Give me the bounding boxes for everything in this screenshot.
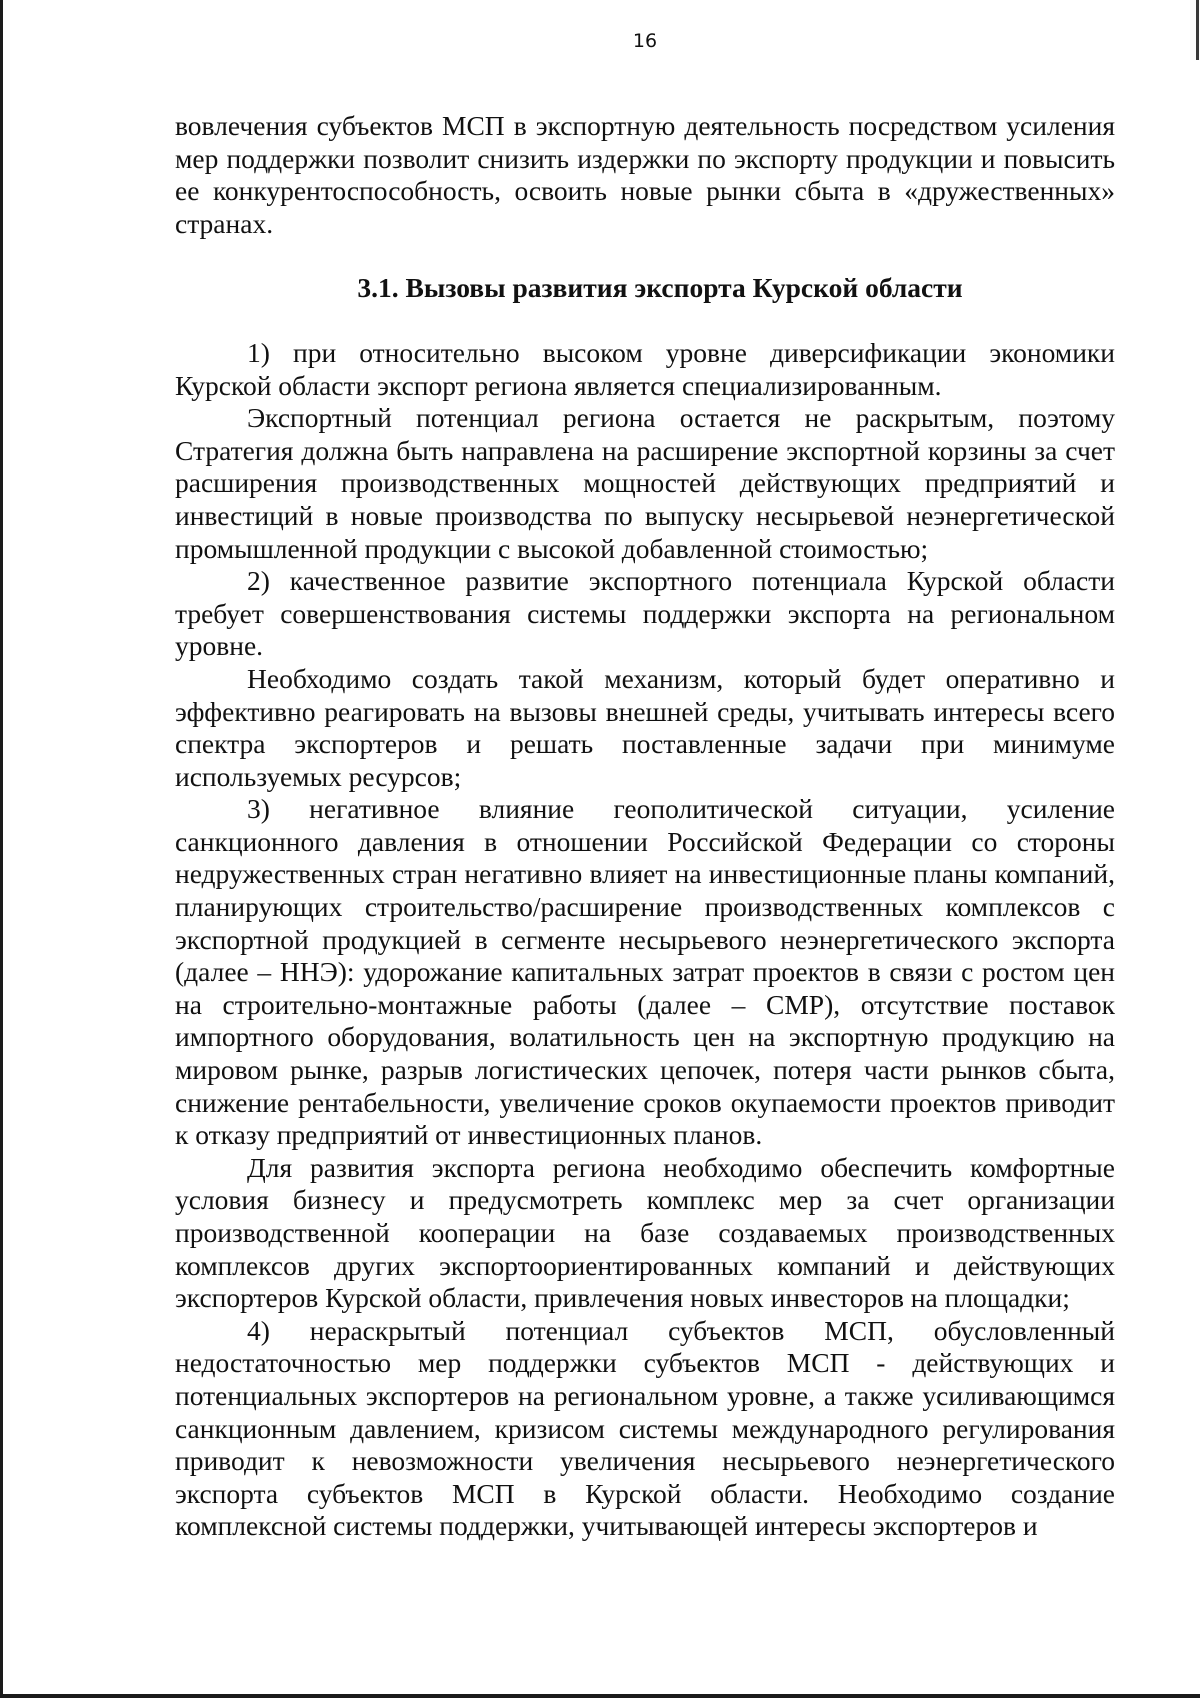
paragraph-item-2: 2) качественное развитие экспортного потенциала Курской области требует совершенствования системы поддержки экспорта на региональном уровне. [175, 565, 1115, 662]
paragraph-item-3: 3) негативное влияние геополитической ситуации, усиление санкционного давления в отношении Российской Федерации со стороны недружественных стран негативно влияет на инвестиционные планы компаний, планирующих строительство/расширение производственных комплексов с экспортной продукцией в сегменте несырьевого неэнергетического экспорта (далее – ННЭ): удорожание капитальных затрат проектов в связи с ростом цен на строительно-монтажные работы (далее – СМР), отсутствие поставок импортного оборудования, волатильность цен на экспортную продукцию на мировом рынке, разрыв логистических цепочек, потеря части рынков сбыта, снижение рентабельности, увеличение сроков окупаемости проектов приводит к отказу предприятий от инвестиционных планов. [175, 793, 1115, 1151]
paragraph-development: Для развития экспорта региона необходимо обеспечить комфортные условия бизнесу и предусмотреть комплекс мер за счет организации производственной кооперации на базе создаваемых производственных комплексов других экспортоориентированных компаний и действующих экспортеров Курской области, привлечения новых инвесторов на площадки; [175, 1151, 1115, 1314]
paragraph-export-potential: Экспортный потенциал региона остается не раскрытым, поэтому Стратегия должна быть направлена на расширение экспортной корзины за счет расширения производственных мощностей действующих предприятий и инвестиций в новые производства по выпуску несырьевой неэнергетической промышленной продукции с высокой добавленной стоимостью; [175, 402, 1115, 564]
scan-edge-bottom [0, 1694, 1200, 1698]
paragraph-item-1: 1) при относительно высоком уровне диверсификации экономики Курской области экспорт региона является специализированным. [175, 336, 1115, 401]
document-body [175, 110, 1115, 1543]
intro-paragraph: вовлечения субъектов МСП в экспортную деятельность посредством усиления мер поддержки позволит снизить издержки по экспорту продукции и повысить ее конкурентоспособность, освоить новые рынки сбыта в «дружественных» странах. [175, 110, 1115, 239]
section-heading: 3.1. Вызовы развития экспорта Курской области [357, 272, 963, 304]
paragraph-mechanism: Необходимо создать такой механизм, который будет оперативно и эффективно реагировать на вызовы внешней среды, учитывать интересы всего спектра экспортеров и решать поставленные задачи при минимуме используемых ресурсов; [175, 662, 1115, 792]
paragraph-item-4: 4) нераскрытый потенциал субъектов МСП, обусловленный недостаточностью мер поддержки субъектов МСП - действующих и потенциальных экспортеров на региональном уровне, а также усиливающимся санкционным давлением, кризисом системы международного регулирования приводит к невозможности увеличения несырьевого неэнергетического экспорта субъектов МСП в Курской области. Необходимо создание комплексной системы поддержки, учитывающей интересы экспортеров и [175, 1314, 1115, 1542]
page-number: 16 [632, 30, 658, 52]
scan-edge-left [0, 0, 3, 1698]
